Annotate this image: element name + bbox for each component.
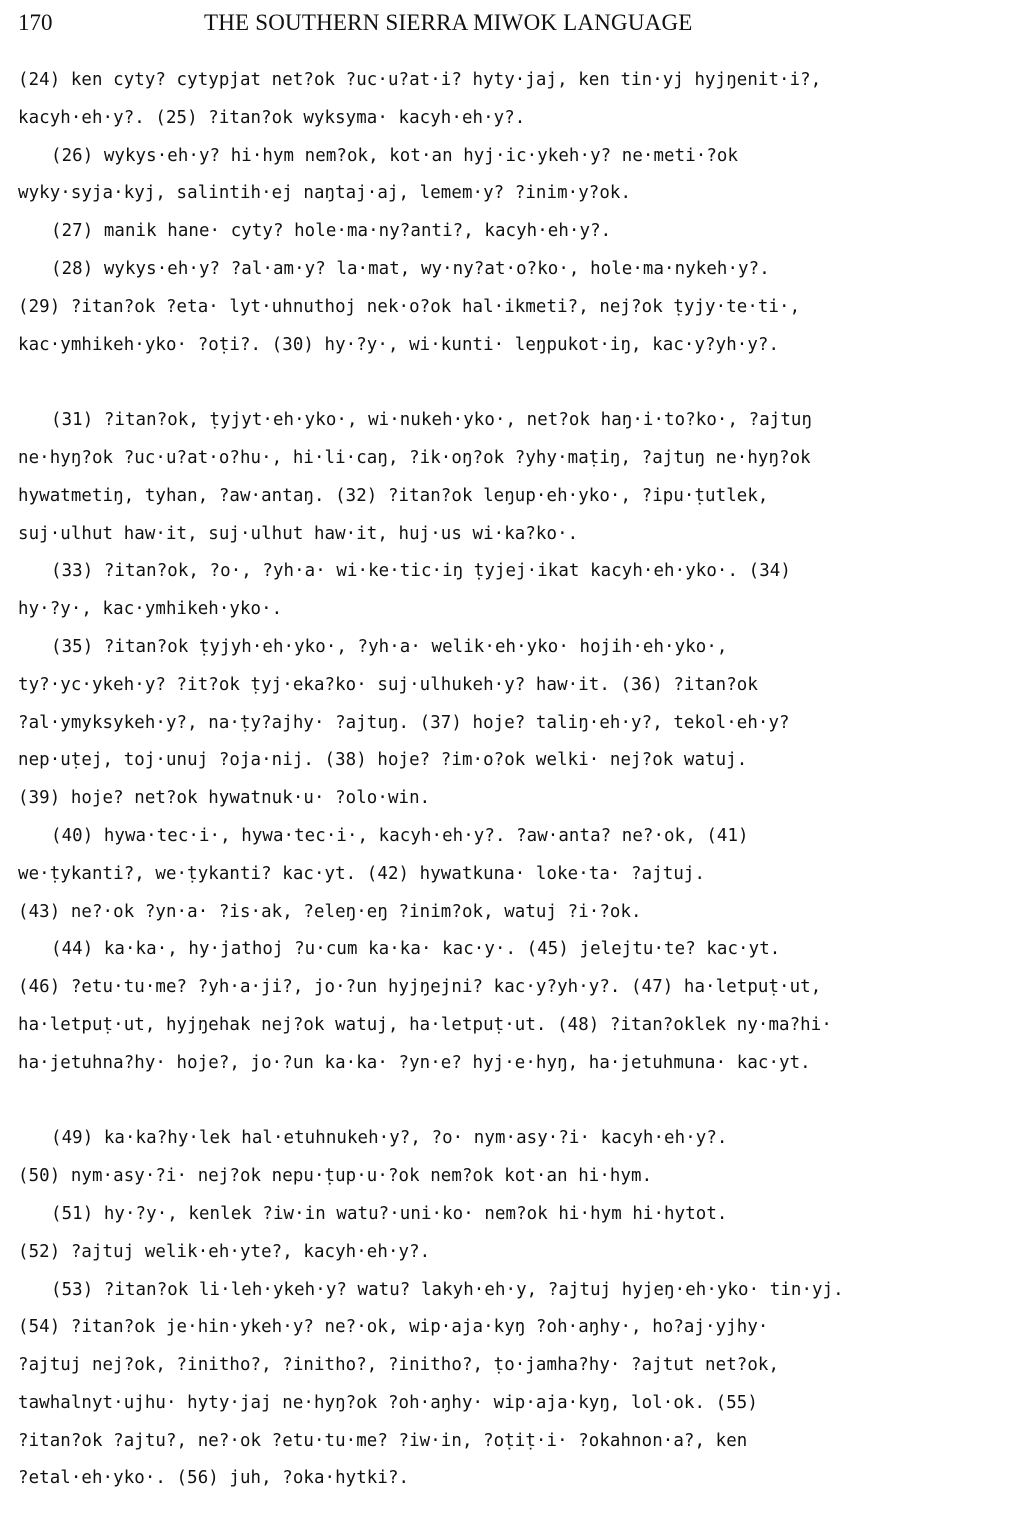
text-line: (35) ?itan?ok ṭyjyh·eh·yko·, ?yh·a· welik·eh·yko· hojih·eh·yko·, bbox=[51, 636, 728, 657]
text-line: kacyh·eh·y?. (25) ?itan?ok wyksyma· kacyh·eh·y?. bbox=[18, 107, 526, 128]
text-line: (54) ?itan?ok je·hin·ykeh·y? ne?·ok, wip·aja·kyŋ ?oh·aŋhy·, ho?aj·yjhy· bbox=[18, 1317, 769, 1338]
text-line: (28) wykys·eh·y? ?al·am·y? la·mat, wy·ny?at·o?ko·, hole·ma·nykeh·y?. bbox=[51, 258, 770, 279]
text-line: (49) ka·ka?hy·lek hal·etuhnukeh·y?, ?o· nym·asy·?i· kacyh·eh·y?. bbox=[51, 1128, 728, 1149]
text-line: ?etal·eh·yko·. (56) juh, ?oka·hytki?. bbox=[18, 1468, 410, 1489]
text-line: nep·uṭej, toj·unuj ?oja·nij. (38) hoje? ?im·o?ok welki· nej?ok watuj. bbox=[18, 750, 748, 771]
text-line: ?itan?ok ?ajtu?, ne?·ok ?etu·tu·me? ?iw·in, ?oṭiṭ·i· ?okahnon·a?, ken bbox=[18, 1430, 748, 1451]
text-line: suj·ulhut haw·it, suj·ulhut haw·it, huj·us wi·ka?ko·. bbox=[18, 523, 579, 544]
text-line: ?ajtuj nej?ok, ?initho?, ?initho?, ?initho?, ṭo·jamha?hy· ?ajtut net?ok, bbox=[18, 1355, 780, 1376]
text-line: (29) ?itan?ok ?eta· lyt·uhnuthoj nek·o?ok hal·ikmeti?, nej?ok ṭyjy·te·ti·, bbox=[18, 296, 801, 317]
text-line: hy·?y·, kac·ymhikeh·yko·. bbox=[18, 599, 283, 620]
text-line: (53) ?itan?ok li·leh·ykeh·y? watu? lakyh·eh·y, ?ajtuj hyjeŋ·eh·yko· tin·yj. bbox=[51, 1279, 844, 1300]
text-line: (52) ?ajtuj welik·eh·yte?, kacyh·eh·y?. bbox=[18, 1241, 431, 1262]
body-text bbox=[18, 62, 1003, 1498]
text-line: (24) ken cyty? cytypjat net?ok ?uc·u?at·i? hyty·jaj, ken tin·yj hyjŋenit·i?, bbox=[18, 70, 822, 90]
text-line: (27) manik hane· cyty? hole·ma·ny?anti?, kacyh·eh·y?. bbox=[51, 221, 612, 242]
page-header bbox=[18, 10, 1003, 40]
text-line: we·ṭykanti?, we·ṭykanti? kac·yt. (42) hywatkuna· loke·ta· ?ajtuj. bbox=[18, 863, 706, 884]
text-line: (44) ka·ka·, hy·jathoj ?u·cum ka·ka· kac·y·. (45) jelejtu·te? kac·yt. bbox=[51, 939, 781, 960]
text-line: kac·ymhikeh·yko· ?oṭi?. (30) hy·?y·, wi·kunti· leŋpukot·iŋ, kac·y?yh·y?. bbox=[18, 334, 780, 355]
text-line: (46) ?etu·tu·me? ?yh·a·ji?, jo·?un hyjŋejni? kac·y?yh·y?. (47) ha·letpuṭ·ut, bbox=[18, 977, 822, 998]
text-line: (39) hoje? net?ok hywatnuk·u· ?olo·win. bbox=[18, 788, 431, 809]
text-line: ha·letpuṭ·ut, hyjŋehak nej?ok watuj, ha·letpuṭ·ut. (48) ?itan?oklek ny·ma?hi· bbox=[18, 1014, 832, 1035]
text-line: (33) ?itan?ok, ?o·, ?yh·a· wi·ke·tic·iŋ ṭyjej·ikat kacyh·eh·yko·. (34) bbox=[51, 561, 791, 582]
page-number: 170 bbox=[18, 10, 53, 35]
text-line: wyky·syja·kyj, salintih·ej naŋtaj·aj, lemem·y? ?inim·y?ok. bbox=[18, 183, 632, 204]
text-line: (51) hy·?y·, kenlek ?iw·in watu?·uni·ko· nem?ok hi·hym hi·hytot. bbox=[51, 1203, 728, 1224]
text-line: (50) nym·asy·?i· nej?ok nepu·ṭup·u·?ok nem?ok kot·an hi·hym. bbox=[18, 1166, 653, 1187]
running-head: THE SOUTHERN SIERRA MIWOK LANGUAGE bbox=[204, 10, 693, 35]
paragraph-gap bbox=[18, 364, 1003, 402]
paragraph-gap bbox=[18, 1083, 1003, 1121]
text-line: ne·hyŋ?ok ?uc·u?at·o?hu·, hi·li·caŋ, ?ik·oŋ?ok ?yhy·maṭiŋ, ?ajtuŋ ne·hyŋ?ok bbox=[18, 447, 811, 468]
text-line: ty?·yc·ykeh·y? ?it?ok ṭyj·eka?ko· suj·ulhukeh·y? haw·it. (36) ?itan?ok bbox=[18, 674, 758, 695]
text-line: (31) ?itan?ok, ṭyjyt·eh·yko·, wi·nukeh·yko·, net?ok haŋ·i·to?ko·, ?ajtuŋ bbox=[51, 410, 813, 431]
text-line: ha·jetuhna?hy· hoje?, jo·?un ka·ka· ?yn·e? hyj·e·hyŋ, ha·jetuhmuna· kac·yt. bbox=[18, 1052, 811, 1073]
text-line: hywatmetiŋ, tyhan, ?aw·antaŋ. (32) ?itan?ok leŋup·eh·yko·, ?ipu·ṭutlek, bbox=[18, 485, 769, 506]
text-line: (26) wykys·eh·y? hi·hym nem?ok, kot·an hyj·ic·ykeh·y? ne·meti·?ok bbox=[51, 145, 739, 166]
text-line: (40) hywa·tec·i·, hywa·tec·i·, kacyh·eh·y?. ?aw·anta? ne?·ok, (41) bbox=[51, 825, 749, 846]
text-line: (43) ne?·ok ?yn·a· ?is·ak, ?eleŋ·eŋ ?inim?ok, watuj ?i·?ok. bbox=[18, 901, 642, 922]
text-line: tawhalnyt·ujhu· hyty·jaj ne·hyŋ?ok ?oh·aŋhy· wip·aja·kyŋ, lol·ok. (55) bbox=[18, 1392, 758, 1413]
text-line: ?al·ymyksykeh·y?, na·ṭy?ajhy· ?ajtuŋ. (37) hoje? taliŋ·eh·y?, tekol·eh·y? bbox=[18, 712, 790, 733]
